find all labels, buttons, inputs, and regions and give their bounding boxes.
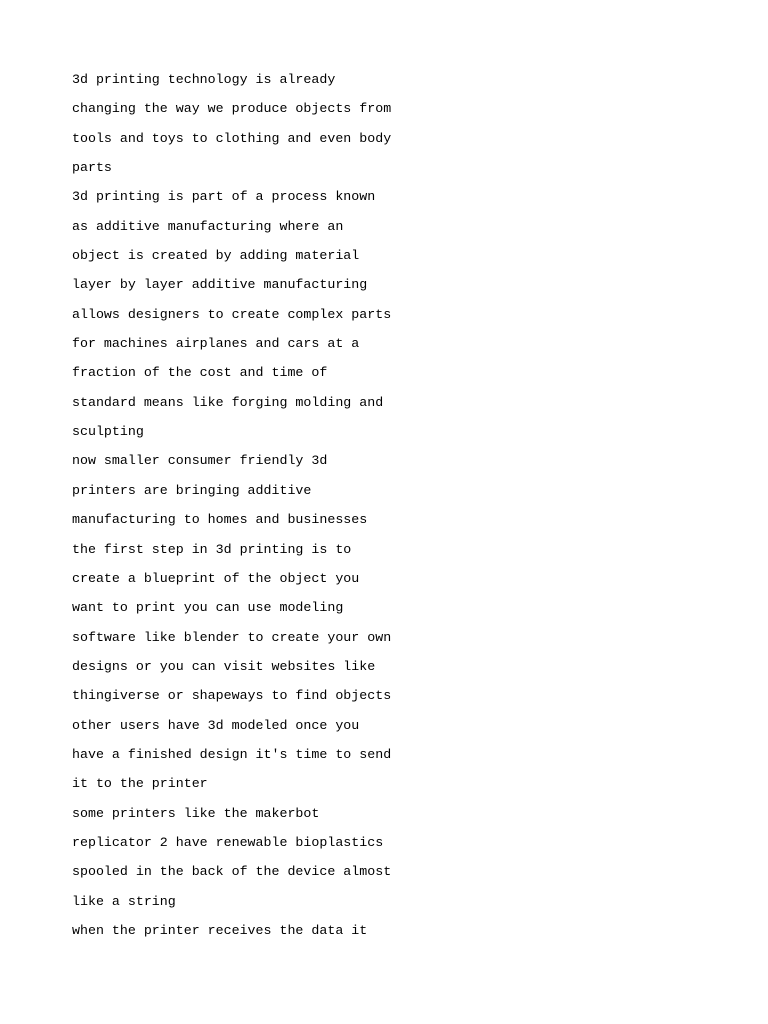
document-body	[72, 65, 712, 945]
text-line: as additive manufacturing where an	[72, 218, 344, 234]
text-line: when the printer receives the data it	[72, 922, 368, 938]
text-line: sculpting	[72, 424, 144, 440]
text-line: the first step in 3d printing is to	[72, 541, 352, 557]
text-line: printers are bringing additive	[72, 482, 312, 498]
text-line: changing the way we produce objects from	[72, 101, 392, 117]
text-line: designs or you can visit websites like	[72, 658, 376, 674]
text-line: create a blueprint of the object you	[72, 570, 360, 586]
text-line: now smaller consumer friendly 3d	[72, 453, 328, 469]
text-line: thingiverse or shapeways to find objects	[72, 688, 392, 704]
text-line: spooled in the back of the device almost	[72, 864, 392, 880]
text-line: it to the printer	[72, 776, 208, 792]
text-line: fraction of the cost and time of	[72, 365, 328, 381]
text-line: have a finished design it's time to send	[72, 746, 392, 762]
text-line: 3d printing is part of a process known	[72, 189, 376, 205]
text-line: tools and toys to clothing and even body	[72, 130, 392, 146]
text-line: allows designers to create complex parts	[72, 306, 392, 322]
text-line: object is created by adding material	[72, 248, 360, 264]
text-line: want to print you can use modeling	[72, 600, 344, 616]
text-line: some printers like the makerbot	[72, 805, 320, 821]
text-line: standard means like forging molding and	[72, 394, 384, 410]
text-line: 3d printing technology is already	[72, 72, 336, 87]
text-line: other users have 3d modeled once you	[72, 717, 360, 733]
text-line: for machines airplanes and cars at a	[72, 336, 360, 352]
text-line: replicator 2 have renewable bioplastics	[72, 834, 384, 850]
text-line: software like blender to create your own	[72, 629, 392, 645]
text-line: parts	[72, 160, 112, 176]
text-line: like a string	[72, 893, 176, 909]
text-line: manufacturing to homes and businesses	[72, 512, 368, 528]
text-line: layer by layer additive manufacturing	[72, 277, 368, 293]
